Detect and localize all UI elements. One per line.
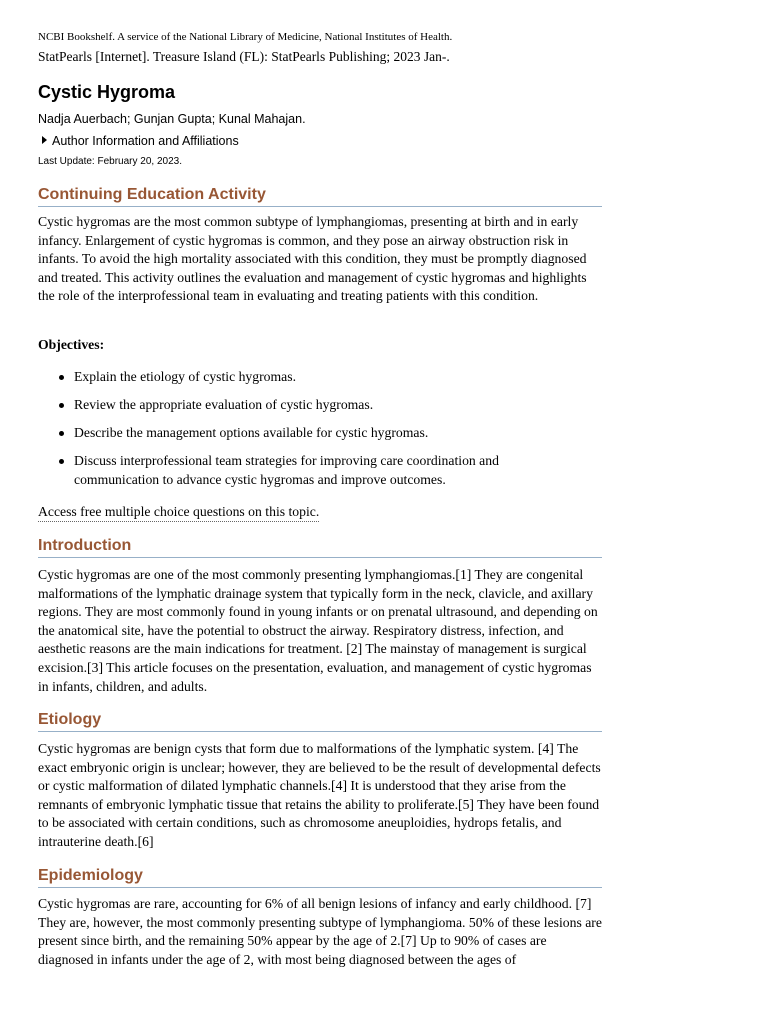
page-title: Cystic Hygroma: [38, 82, 176, 102]
objective-text: Describe the management options available for cystic hygromas.: [74, 425, 429, 440]
list-item: [74, 368, 574, 387]
objective-text: Explain the etiology of cystic hygromas.: [74, 369, 296, 384]
continuing-education-paragraph: Cystic hygromas are the most common subtype of lymphangiomas, presenting at birth and in early infancy. Enlargement of cystic hygromas is common, and they pose an airway obstruction risk in infants. To avoid the high mortality associated with this condition, they must be promptly diagnosed and treated. This activity outlines the evaluation and management of cystic hygromas and highlights the role of the interprofessional team in evaluating and treating patients with this condition.: [38, 214, 587, 304]
citation-line: StatPearls [Internet]. Treasure Island (FL): StatPearls Publishing; 2023 Jan-.: [38, 49, 450, 64]
author-affiliations-toggle[interactable]: [42, 133, 239, 149]
list-item: [74, 452, 574, 489]
author-list: Nadja Auerbach; Gunjan Gupta; Kunal Mahajan.: [38, 112, 306, 126]
bullet-icon: [59, 431, 64, 436]
last-update: Last Update: February 20, 2023.: [38, 156, 182, 167]
section-heading-epidemiology: Epidemiology: [38, 866, 602, 888]
section-heading-etiology: Etiology: [38, 710, 602, 732]
bullet-icon: [59, 459, 64, 464]
objective-text: Review the appropriate evaluation of cystic hygromas.: [74, 397, 374, 412]
bullet-icon: [59, 375, 64, 380]
objective-text: Discuss interprofessional team strategies for improving care coordination and communication to advance cystic hygromas and improve outcomes.: [74, 453, 499, 487]
epidemiology-paragraph: Cystic hygromas are rare, accounting for 6% of all benign lesions of infancy and early childhood. [7] They are, however, the most commonly presenting subtype of lymphangioma. 50% of these lesions are present since birth, and the remaining 50% appear by the age of 2.[7] Up to 90% of cases are diagnosed in infants under the age of 2, with most being diagnosed between the ages of: [38, 896, 602, 967]
introduction-paragraph: Cystic hygromas are one of the most commonly presenting lymphangiomas.[1] They are congenital malformations of the lymphatic drainage system that typically form in the neck, clavicle, and axillary regions. They are most commonly found in young infants or on prenatal ultrasound, and depending on the anatomical site, have the potential to obstruct the airway. Respiratory distress, infection, and aesthetic reasons are the main indications for treatment. [2] The mainstay of management is surgical excision.[3] This article focuses on the presentation, evaluation, and management of cystic hygromas in infants, children, and adults.: [38, 567, 598, 694]
section-heading-continuing-education: Continuing Education Activity: [38, 185, 602, 207]
ncbi-bookshelf-line: NCBI Bookshelf. A service of the National Library of Medicine, National Institutes of Health.: [38, 31, 453, 43]
bullet-icon: [59, 403, 64, 408]
mcq-link[interactable]: Access free multiple choice questions on this topic.: [38, 503, 319, 522]
affiliations-toggle-label: Author Information and Affiliations: [52, 134, 239, 148]
list-item: [74, 424, 574, 443]
disclosure-triangle-icon: [42, 136, 47, 144]
section-heading-introduction: Introduction: [38, 536, 602, 558]
objectives-label: Objectives:: [38, 337, 105, 352]
list-item: [74, 396, 574, 415]
etiology-paragraph: Cystic hygromas are benign cysts that form due to malformations of the lymphatic system. [4] The exact embryonic origin is unclear; however, they are believed to be the result of developmental defects or cystic malformation of dilated lymphatic channels.[4] It is understood that they arise from the remnants of embryonic lymphatic tissue that retains the ability to proliferate.[5] They have been found to be associated with certain conditions, such as chromosome aneuploidies, hydrops fetalis, and intrauterine death.[6]: [38, 741, 601, 849]
